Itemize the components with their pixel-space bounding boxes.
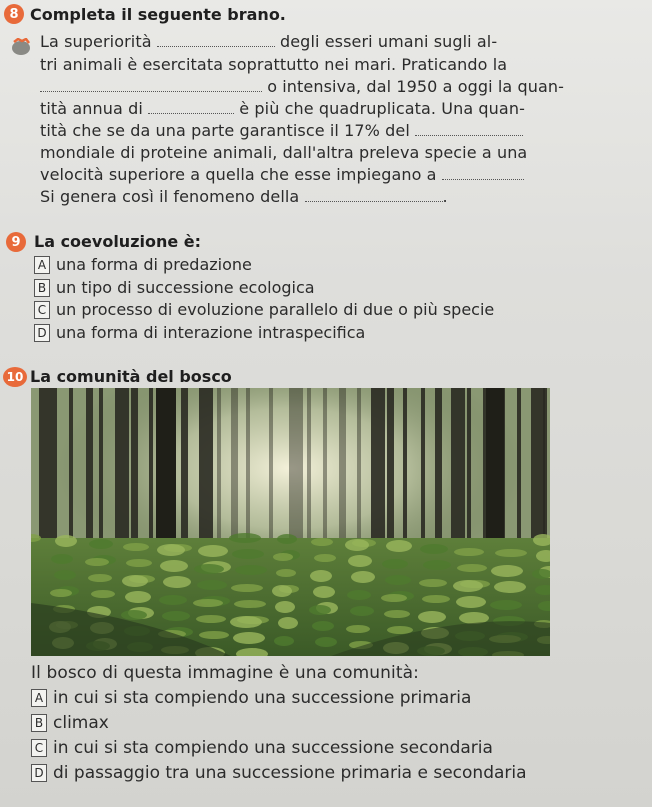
fern-leaf xyxy=(232,549,264,559)
fern-leaf xyxy=(230,616,262,628)
fern-leaf xyxy=(159,595,187,605)
fern-leaf xyxy=(312,621,334,631)
q9-option-d-letter: D xyxy=(34,324,50,342)
tree-trunk xyxy=(149,388,153,540)
tree-trunk xyxy=(115,388,129,552)
fern-leaf xyxy=(310,570,332,582)
q8-line-1: La superiorità degli esseri umani sugli al- xyxy=(40,32,498,51)
fern-leaf xyxy=(50,589,72,597)
fern-leaf xyxy=(419,579,447,587)
fern-leaf xyxy=(125,591,151,603)
q10-prompt: Il bosco di questa immagine è una comunità: xyxy=(31,663,419,683)
tree-trunk xyxy=(467,388,471,546)
fern-leaf xyxy=(233,632,265,644)
fern-leaf xyxy=(494,581,526,593)
q8-line-4: tità annua di è più che quadruplicata. Una quan- xyxy=(40,99,525,118)
q8-line-3: o intensiva, dal 1950 a oggi la quan- xyxy=(40,77,564,96)
question-9-number: 9 xyxy=(6,232,26,252)
q9-option-d-text: una forma di interazione intraspecifica xyxy=(56,323,366,342)
fern-leaf xyxy=(345,539,369,551)
tree-trunk xyxy=(339,388,346,546)
q9-option-b[interactable] xyxy=(34,278,315,297)
fern-leaf xyxy=(123,543,149,551)
tree-trunk xyxy=(231,388,238,558)
fern-leaf xyxy=(350,606,374,616)
fern-leaf xyxy=(423,560,451,570)
forest-photo xyxy=(31,388,550,656)
tree-trunk xyxy=(307,388,311,558)
fern-leaf xyxy=(453,580,483,592)
world-map-icon xyxy=(8,38,34,56)
q8-line-6: mondiale di proteine animali, dall'altra preleva specie a una xyxy=(40,143,528,162)
q10-option-c-text: in cui si sta compiendo una successione secondaria xyxy=(53,738,493,758)
tree-trunk xyxy=(435,388,442,558)
tree-trunk xyxy=(269,388,273,546)
q8-line-7: velocità superiore a quella che esse impiegano a xyxy=(40,165,524,184)
fern-leaf xyxy=(491,565,523,577)
fern-leaf xyxy=(88,574,112,582)
tree-trunk xyxy=(246,388,250,552)
tree-trunk xyxy=(371,388,385,558)
q10-option-b-text: climax xyxy=(53,713,109,733)
fern-leaf xyxy=(122,575,148,587)
q9-option-c-text: un processo di evoluzione parallelo di due o più specie xyxy=(56,300,495,319)
tree-trunk xyxy=(131,388,138,546)
question-10-title: La comunità del bosco xyxy=(30,367,232,386)
fern-leaf xyxy=(454,548,484,556)
q10-option-b-letter: B xyxy=(31,714,47,732)
q9-option-d[interactable] xyxy=(34,323,365,342)
tree-trunk xyxy=(217,388,221,540)
q9-option-c[interactable] xyxy=(34,300,494,319)
fern-leaf xyxy=(495,549,527,557)
fern-leaf xyxy=(163,576,191,588)
q8-line-5: tità che se da una parte garantisce il 17% del xyxy=(40,121,523,140)
fern-leaf xyxy=(273,553,293,561)
fern-leaf xyxy=(381,594,407,602)
tree-trunk xyxy=(357,388,361,540)
fern-leaf xyxy=(160,560,188,572)
tree-trunk xyxy=(517,388,521,552)
fern-leaf xyxy=(126,559,152,567)
question-9-title: La coevoluzione è: xyxy=(34,232,202,251)
fern-leaf xyxy=(422,595,450,603)
fern-leaf xyxy=(313,586,335,598)
fern-leaf xyxy=(55,535,77,547)
q8-line-2: tri animali è esercitata soprattutto nei mari. Praticando la xyxy=(40,55,508,74)
fern-leaf xyxy=(196,615,226,623)
tree-trunk xyxy=(69,388,73,546)
q10-option-d-text: di passaggio tra una successione primaria e secondaria xyxy=(53,763,527,783)
tree-trunk xyxy=(486,388,504,563)
fern-leaf xyxy=(229,533,261,543)
fern-leaf xyxy=(311,538,333,546)
fern-leaf xyxy=(234,600,266,608)
fern-leaf xyxy=(347,590,371,600)
tree-trunk xyxy=(421,388,425,540)
tree-trunk xyxy=(181,388,188,552)
fern-leaf xyxy=(309,605,331,615)
fern-leaf xyxy=(197,580,227,590)
fern-leaf xyxy=(85,558,109,566)
fern-leaf xyxy=(198,545,228,557)
q9-option-a-letter: A xyxy=(34,256,50,274)
fern-leaf xyxy=(91,590,115,598)
fern-leaf xyxy=(314,554,336,562)
fern-leaf xyxy=(157,544,185,556)
fern-leaf xyxy=(272,585,292,597)
q10-option-c-letter: C xyxy=(31,739,47,757)
fern-leaf xyxy=(387,626,413,634)
q9-option-a-text: una forma di predazione xyxy=(56,255,252,274)
fern-leaf xyxy=(89,539,113,549)
fern-leaf xyxy=(276,569,296,577)
tree-trunk xyxy=(156,388,176,563)
fern-leaf xyxy=(194,564,224,574)
q10-option-a-letter: A xyxy=(31,689,47,707)
tree-trunk xyxy=(289,388,303,540)
q10-option-c[interactable] xyxy=(31,738,493,758)
question-10-number: 10 xyxy=(3,367,27,387)
fern-leaf xyxy=(274,636,294,646)
q10-option-a[interactable] xyxy=(31,688,471,708)
tree-trunk xyxy=(39,388,53,558)
fern-leaf xyxy=(162,611,190,621)
question-8-title: Completa il seguente brano. xyxy=(30,5,286,24)
fern-leaf xyxy=(348,555,372,567)
fern-leaf xyxy=(51,554,73,564)
fern-leaf xyxy=(386,540,412,552)
fern-leaf xyxy=(490,600,522,610)
q10-option-d-letter: D xyxy=(31,764,47,782)
fern-leaf xyxy=(351,571,375,583)
q10-option-a-text: in cui si sta compiendo una successione primaria xyxy=(53,688,472,708)
question-8-number: 8 xyxy=(4,4,24,24)
fern-leaf xyxy=(199,631,229,639)
q8-line-8: Si genera così il fenomeno della . xyxy=(40,187,448,206)
tree-trunk xyxy=(86,388,93,540)
tree-trunk xyxy=(531,388,545,546)
q9-option-b-letter: B xyxy=(34,279,50,297)
tree-trunk xyxy=(543,388,547,540)
tree-trunk xyxy=(403,388,407,546)
fern-leaf xyxy=(420,544,448,554)
fern-leaf xyxy=(275,601,295,613)
fern-leaf xyxy=(121,610,147,620)
q9-option-a[interactable] xyxy=(34,255,252,274)
tree-trunk xyxy=(199,388,213,546)
tree-trunk xyxy=(323,388,327,552)
fern-leaf xyxy=(346,625,370,633)
fern-leaf xyxy=(457,564,487,572)
fern-leaf xyxy=(278,617,298,629)
tree-trunk xyxy=(53,388,57,552)
q9-option-c-letter: C xyxy=(34,301,50,319)
fern-leaf xyxy=(231,584,263,592)
fern-leaf xyxy=(54,570,76,580)
q9-option-b-text: un tipo di successione ecologica xyxy=(56,278,315,297)
fern-leaf xyxy=(315,637,337,647)
fern-leaf xyxy=(235,565,267,575)
fern-leaf xyxy=(456,596,486,608)
fern-leaf xyxy=(384,610,410,618)
fern-leaf xyxy=(193,599,223,607)
fern-leaf xyxy=(418,611,446,623)
q10-option-d[interactable] xyxy=(31,763,527,783)
q10-option-b[interactable] xyxy=(31,713,109,733)
fern-leaf xyxy=(382,559,408,569)
tree-trunk xyxy=(387,388,394,552)
tree-trunk xyxy=(99,388,103,558)
tree-trunk xyxy=(451,388,465,552)
fern-leaf xyxy=(277,534,297,544)
fern-leaf xyxy=(385,575,411,585)
